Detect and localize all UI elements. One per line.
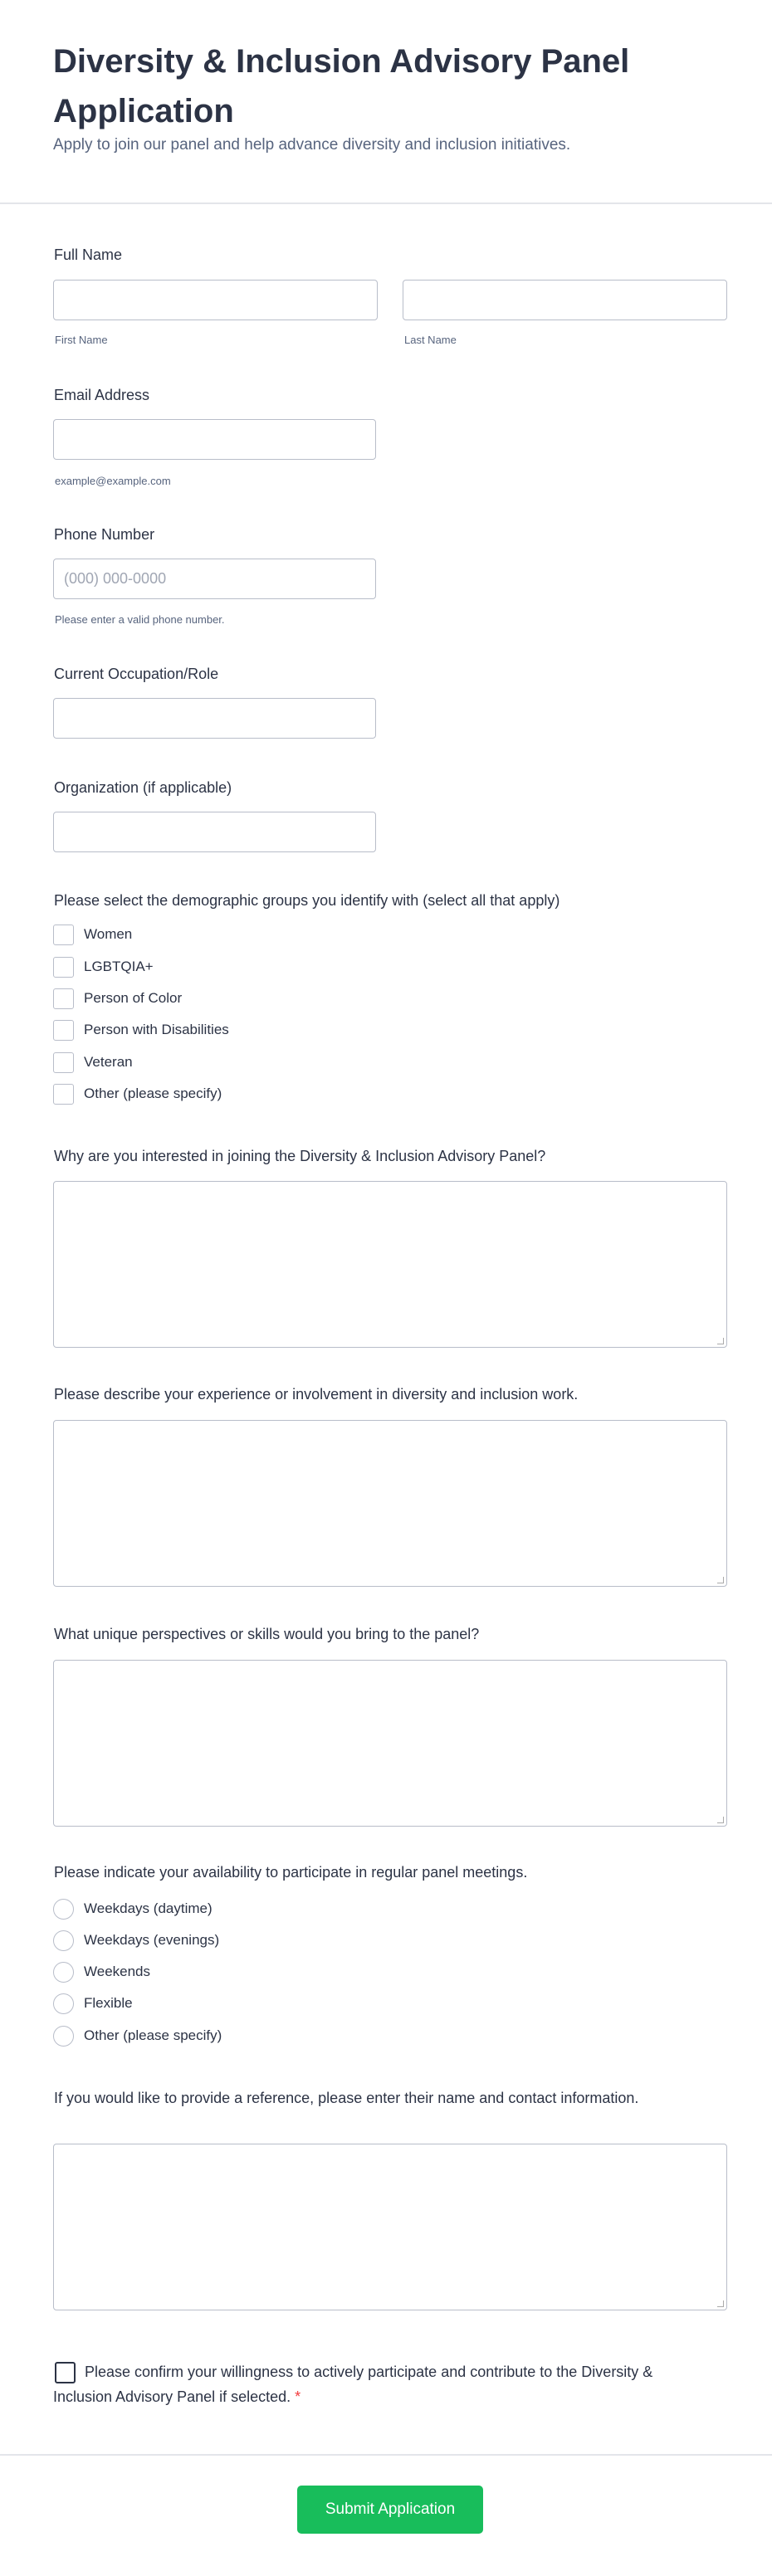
phone-hint: Please enter a valid phone number.: [55, 613, 225, 626]
reference-label: If you would like to provide a reference, please enter their name and contact information.: [54, 2090, 639, 2106]
radio[interactable]: [53, 1930, 74, 1951]
experience-textarea[interactable]: [53, 1420, 727, 1587]
why-textarea[interactable]: [53, 1181, 727, 1348]
perspectives-label: What unique perspectives or skills would you bring to the panel?: [54, 1626, 480, 1642]
checkbox[interactable]: [53, 957, 74, 978]
availability-option[interactable]: [53, 1930, 219, 1951]
checkbox[interactable]: [53, 1052, 74, 1073]
radio[interactable]: [53, 1993, 74, 2014]
page-title: Diversity & Inclusion Advisory Panel Application: [53, 43, 630, 129]
availability-option[interactable]: [53, 2025, 222, 2047]
demographic-option[interactable]: [53, 924, 132, 945]
option-label: Person of Color: [84, 990, 183, 1006]
demographics-label: Please select the demographic groups you identify with (select all that apply): [54, 892, 560, 909]
page-subtitle: Apply to join our panel and help advance diversity and inclusion initiatives.: [53, 136, 571, 154]
option-label: Weekdays (evenings): [84, 1932, 220, 1948]
first-name-sublabel: First Name: [55, 334, 108, 346]
option-label: Other (please specify): [84, 1086, 222, 1101]
option-label: Women: [84, 926, 133, 942]
option-label: Veteran: [84, 1054, 133, 1070]
demographic-option[interactable]: [53, 1019, 229, 1041]
option-label: Flexible: [84, 1995, 133, 2011]
demographic-option[interactable]: [53, 956, 154, 978]
availability-option[interactable]: [53, 1993, 133, 2014]
availability-option[interactable]: [53, 1961, 150, 1983]
option-label: Weekdays (daytime): [84, 1900, 213, 1916]
availability-label: Please indicate your availability to participate in regular panel meetings.: [54, 1864, 528, 1881]
first-name-input[interactable]: [53, 280, 378, 320]
confirm-text: Please confirm your willingness to actively participate and contribute to the Diversity & Inclusion Advisory Panel if selected.: [53, 2364, 653, 2405]
email-hint: example@example.com: [55, 475, 171, 487]
occupation-label: Current Occupation/Role: [54, 666, 219, 682]
checkbox[interactable]: [53, 1084, 74, 1105]
email-input[interactable]: [53, 419, 376, 460]
perspectives-textarea[interactable]: [53, 1660, 727, 1827]
checkbox[interactable]: [53, 1020, 74, 1041]
option-label: Weekends: [84, 1964, 151, 1979]
option-label: LGBTQIA+: [84, 959, 154, 974]
experience-label: Please describe your experience or involvement in diversity and inclusion work.: [54, 1386, 579, 1403]
phone-input[interactable]: [53, 559, 376, 599]
organization-input[interactable]: [53, 812, 376, 852]
option-label: Person with Disabilities: [84, 1022, 229, 1037]
availability-option[interactable]: [53, 1898, 213, 1920]
demographic-option[interactable]: [53, 1051, 133, 1073]
footer-divider: [0, 2454, 772, 2456]
demographic-option[interactable]: [53, 1083, 222, 1105]
organization-label: Organization (if applicable): [54, 779, 232, 796]
header-divider: [0, 202, 772, 204]
radio[interactable]: [53, 1962, 74, 1983]
email-label: Email Address: [54, 387, 150, 403]
option-label: Other (please specify): [84, 2027, 222, 2043]
radio[interactable]: [53, 1899, 74, 1920]
confirm-label: [53, 2359, 659, 2409]
last-name-input[interactable]: [403, 280, 727, 320]
required-mark: *: [295, 2388, 301, 2405]
last-name-sublabel: Last Name: [404, 334, 457, 346]
reference-textarea[interactable]: [53, 2144, 727, 2310]
submit-button[interactable]: Submit Application: [297, 2486, 483, 2534]
checkbox[interactable]: [53, 925, 74, 945]
why-label: Why are you interested in joining the Diversity & Inclusion Advisory Panel?: [54, 1148, 546, 1164]
phone-placeholder: (000) 000-0000: [64, 570, 167, 587]
full-name-label: Full Name: [54, 246, 123, 263]
radio[interactable]: [53, 2026, 74, 2047]
checkbox[interactable]: [53, 988, 74, 1009]
phone-label: Phone Number: [54, 526, 155, 543]
demographic-option[interactable]: [53, 988, 182, 1009]
occupation-input[interactable]: [53, 698, 376, 739]
